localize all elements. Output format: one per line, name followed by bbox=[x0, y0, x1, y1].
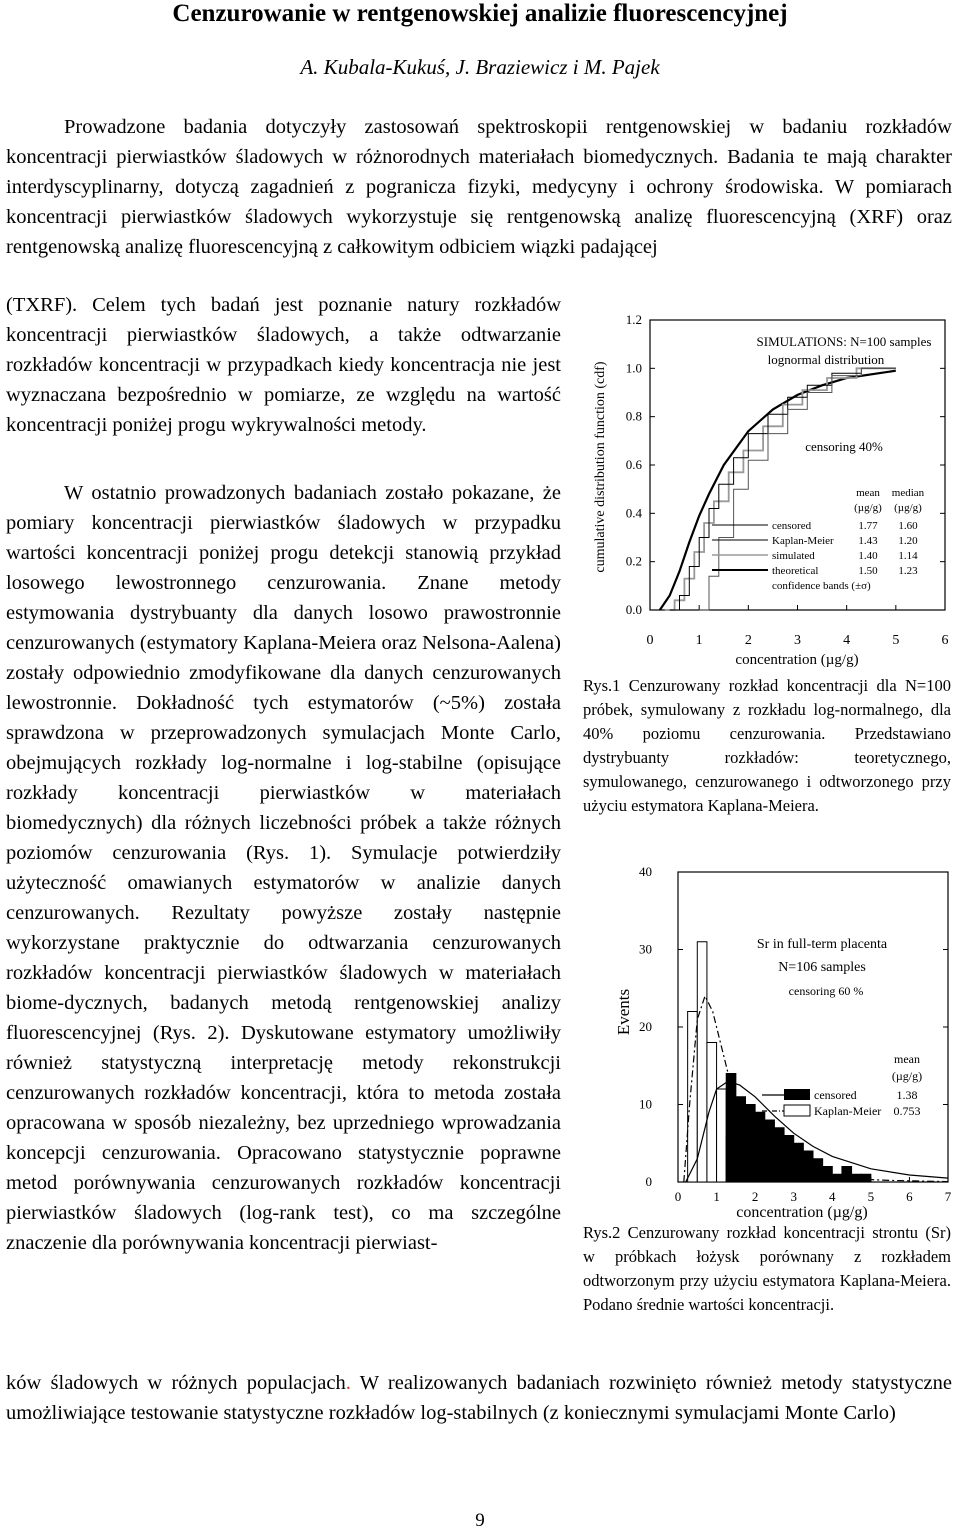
figure-1-cdf-chart bbox=[582, 312, 960, 672]
fig2-legend-label: censored bbox=[814, 1088, 857, 1102]
fig1-x-tick-label: 1 bbox=[695, 633, 703, 648]
fig1-legend-median: 1.60 bbox=[898, 520, 918, 532]
fig1-x-tick-label: 2 bbox=[744, 633, 752, 648]
fig2-legend-swatch bbox=[784, 1105, 810, 1116]
fig2-y-tick-label: 0 bbox=[645, 1174, 652, 1189]
fig2-annotation-title: Sr in full-term placenta bbox=[756, 937, 888, 952]
fig2-y-axis-label: Events bbox=[614, 988, 633, 1036]
fig1-legend-median: 1.23 bbox=[898, 565, 918, 577]
fig1-legend-label: simulated bbox=[772, 550, 815, 562]
fig1-legend-label: confidence bands (±σ) bbox=[772, 580, 871, 592]
fig1-annotation-subtitle: lognormal distribution bbox=[767, 352, 885, 367]
paper-title: Cenzurowanie w rentgenowskiej analizie fluorescencyjnej bbox=[172, 0, 788, 27]
fig2-bar-censored bbox=[852, 1174, 862, 1182]
fig1-y-tick-label: 0.8 bbox=[625, 408, 642, 424]
fig1-x-axis-label: concentration (µg/g) bbox=[735, 652, 859, 668]
fig2-bar-censored bbox=[774, 1128, 784, 1182]
fig1-legend-label: censored bbox=[772, 520, 812, 532]
fig2-bar-kaplan-meier bbox=[717, 1089, 727, 1182]
fig1-legend-median: 1.20 bbox=[898, 535, 918, 547]
fig1-annotation-censoring: censoring 40% bbox=[805, 439, 883, 454]
fig1-y-tick-label: 0.0 bbox=[625, 602, 642, 617]
fig2-bar-censored bbox=[765, 1120, 775, 1182]
fig2-y-tick-label: 30 bbox=[639, 941, 652, 957]
fig1-legend-mean: 1.40 bbox=[858, 550, 878, 562]
fig1-x-tick-label: 6 bbox=[941, 633, 949, 648]
fig2-y-tick-label: 20 bbox=[639, 1019, 652, 1034]
fig1-legend-mean: 1.50 bbox=[858, 565, 878, 577]
fig1-legend-label: theoretical bbox=[772, 565, 819, 577]
fig1-legend-unit-mean: (µg/g) bbox=[854, 502, 882, 514]
paragraph-2-full-width bbox=[6, 1368, 952, 1428]
fig1-legend-head-mean: mean bbox=[856, 487, 880, 499]
fig1-legend-median: 1.14 bbox=[898, 550, 918, 562]
fig1-y-tick-label: 1.2 bbox=[625, 312, 642, 327]
paragraph-2-column: W ostatnio prowadzonych badaniach zostało pokazane, że pomiary koncentracji pierwiastków śladowych w przypadku wartości koncentracji poniżej progu detekcji stanowią przykład losowego lewostronnego cenzurowania. Znane metody estymowania dystrybuanty dla danych losowo prawostronnie cenzurowanych (estymatory Kaplana-Meiera oraz Nelsona-Aalena) zostały odpowiednio zmodyfikowane dla danych cenzurowanych lewostronnie. Dokładność tych estymatorów (~5%) została sprawdzona w przeprowadzonych symulacjach Monte Carlo, obejmujących rozkłady log-normalne i log-stabilne (opisujące rozkłady koncentracji pierwiastków w materiałach biomedycznych) dla różnych liczebności próbek a także różnych poziomów cenzurowania (Rys. 1). Symulacje potwierdziły użyteczność omawianych estymatorów w analizie danych cenzurowanych. Rezultaty powyższe zostały następnie wykorzystane praktycznie do odtwarzania cenzurowanych rozkładów koncentracji pierwiastków śladowych w materiałach biome-dycznych, badanych metodą rentgenowskiej analizy fluorescencyjnej (Rys. 2). Dyskutowane estymatory umożliwiły również statystyczną interpretację metody rekonstrukcji cenzurowanych rozkładów koncentracji, która to metoda została opracowana w sposób niezależny, bez uprzedniego wprowadzania koncepcji cenzurowania. Opracowano statystycznie poprawne metod porównywania cenzurowanych rozkładów koncentracji pierwiastków śladowych (log-rank test), co ma szczególne znaczenie dla porównywania koncentracji pierwiast- bbox=[6, 482, 561, 1254]
fig2-x-tick-label: 6 bbox=[906, 1189, 913, 1204]
fig2-bar-censored bbox=[726, 1074, 736, 1183]
fig2-legend-swatch bbox=[784, 1089, 810, 1100]
fig1-y-tick-label: 0.4 bbox=[625, 505, 642, 521]
fig2-y-tick-label: 40 bbox=[639, 864, 652, 879]
fig2-x-tick-label: 3 bbox=[790, 1189, 797, 1204]
fig1-y-tick-label: 1.0 bbox=[625, 360, 642, 376]
fig2-bar-censored bbox=[803, 1151, 813, 1182]
fig2-x-tick-label: 2 bbox=[751, 1189, 759, 1204]
fig2-bar-censored bbox=[823, 1167, 833, 1183]
fig1-legend-mean: 1.43 bbox=[858, 535, 878, 547]
fig2-x-tick-label: 4 bbox=[829, 1189, 836, 1204]
fig2-x-tick-label: 5 bbox=[867, 1189, 875, 1204]
figure-2-caption: Rys.2 Cenzurowany rozkład koncentracji strontu (Sr) w próbkach łożysk porównany z rozkładem odtworzonym przy użyciu estymatora Kaplana-Meiera. Podano średnie wartości koncentracji. bbox=[583, 1223, 951, 1314]
fig2-y-tick-label: 10 bbox=[639, 1096, 652, 1112]
fig1-legend-mean: 1.77 bbox=[858, 520, 878, 532]
fig2-annotation-subtitle: N=106 samples bbox=[778, 960, 866, 975]
fig2-annotation-censoring: censoring 60 % bbox=[788, 984, 864, 998]
fig2-x-tick-label: 1 bbox=[713, 1189, 720, 1204]
fig1-x-tick-label: 4 bbox=[843, 633, 851, 648]
fig2-x-axis-label: concentration (µg/g) bbox=[736, 1204, 868, 1221]
paragraph-2-tail-a: ków śladowych w różnych populacjach. bbox=[6, 1372, 351, 1394]
fig1-x-tick-label: 0 bbox=[646, 633, 654, 648]
fig2-bar-censored bbox=[861, 1174, 871, 1182]
authors: A. Kubala-Kukuś, J. Braziewicz i M. Pajek bbox=[300, 55, 660, 79]
fig2-bar-censored bbox=[842, 1167, 852, 1183]
fig2-bar-kaplan-meier bbox=[697, 942, 707, 1182]
figure-1-caption: Rys.1 Cenzurowany rozkład koncentracji dla N=100 próbek, symulowany z rozkładu log-normalnego, dla 40% poziomu cenzurowania. Przedstawiano dystrybuanty rozkładów: teoretycznego, symulowanego, cenzurowanego i odtworzonego przy użyciu estymatora Kaplana-Meiera. bbox=[583, 676, 951, 815]
fig1-legend-label: Kaplan-Meier bbox=[772, 535, 834, 547]
fig2-legend-mean: 1.38 bbox=[896, 1088, 918, 1102]
fig1-x-tick-label: 3 bbox=[794, 633, 801, 648]
page-number: 9 bbox=[475, 1510, 485, 1531]
fig1-x-tick-label: 5 bbox=[892, 633, 900, 648]
fig1-y-tick-label: 0.6 bbox=[625, 457, 642, 472]
fig2-x-tick-label: 0 bbox=[674, 1189, 682, 1204]
paragraph-1-full-width: Prowadzone badania dotyczyły zastosowań spektroskopii rentgenowskiej w badaniu rozkładów koncentracji pierwiastków śladowych w różnorodnych materiałach biomedycznych. Badania te mają charakter interdyscyplinarny, dotyczą zagadnień z pogranicza fizyki, medycyny i ochrony środowiska. W pomiarach koncentracji pierwiastków śladowych wykorzystuje się rentgenowską analizę fluorescencyjną (XRF) oraz rentgenowską analizę fluorescencyjną z całkowitym odbiciem wiązki padającej bbox=[6, 116, 952, 258]
fig1-y-axis-label: cumulative distribution function (cdf) bbox=[593, 361, 608, 573]
paragraph-2-tail-b: W realizowanych badaniach rozwinięto również metody statystyczne umożliwiające testowanie statystyczne rozkładów log-stabilnych (z koniecznymi symulacjami Monte Carlo) bbox=[6, 1372, 952, 1424]
fig2-bar-censored bbox=[794, 1143, 804, 1182]
fig2-legend-head-mean: mean bbox=[894, 1052, 920, 1066]
fig2-legend-head-unit: (µg/g) bbox=[891, 1069, 923, 1083]
paragraph-1-column: (TXRF). Celem tych badań jest poznanie natury rozkładów koncentracji pierwiastków śladowych, a także odtwarzanie rozkładów koncentracji w przypadkach kiedy koncentracja nie jest wyznaczana bezpośrednio w pomiarze, ze względu na wartość koncentracji poniżej progu wykrywalności metody. bbox=[6, 294, 561, 436]
fig1-legend-unit-median: (µg/g) bbox=[894, 502, 922, 514]
fig2-bar-censored bbox=[784, 1136, 794, 1183]
fig1-legend-head-median: median bbox=[891, 487, 925, 499]
highlighted-period: . bbox=[345, 1372, 351, 1394]
fig2-legend-mean: 0.753 bbox=[893, 1104, 921, 1118]
figure-2-histogram bbox=[604, 862, 960, 1222]
fig1-y-tick-label: 0.2 bbox=[625, 553, 642, 569]
fig2-x-tick-label: 7 bbox=[944, 1189, 952, 1204]
fig2-bar-censored bbox=[736, 1097, 746, 1182]
fig2-bar-censored bbox=[746, 1105, 756, 1183]
fig1-annotation-title: SIMULATIONS: N=100 samples bbox=[756, 334, 932, 349]
fig2-bar-censored bbox=[813, 1159, 823, 1182]
fig2-legend-label: Kaplan-Meier bbox=[814, 1104, 882, 1118]
